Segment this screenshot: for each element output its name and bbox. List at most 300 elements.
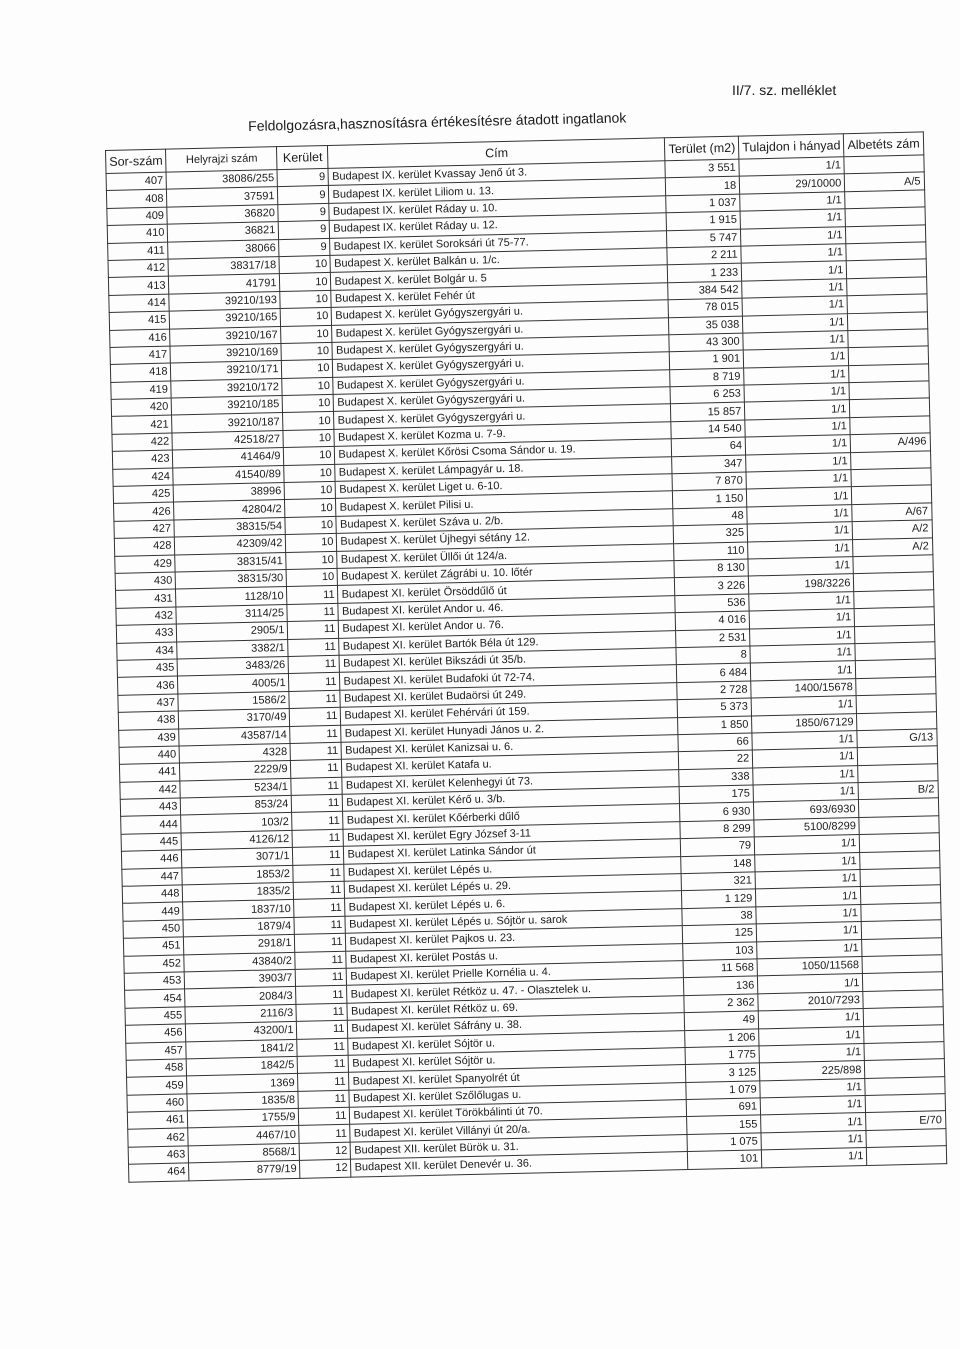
cell-cim: Budapest XI. kerület Kőérberki dűlő xyxy=(343,804,680,829)
header-sorszam: Sor-szám xyxy=(106,149,167,173)
cell-albetet xyxy=(847,277,927,296)
cell-tulajdon: 1/1 xyxy=(752,730,858,750)
cell-albetet xyxy=(858,746,938,765)
cell-kerulet: 10 xyxy=(286,534,337,553)
cell-cim: Budapest X. kerület Balkán u. 1/c. xyxy=(330,248,667,273)
cell-tulajdon: 1/1 xyxy=(743,313,849,333)
cell-tulajdon: 1/1 xyxy=(760,1096,866,1116)
cell-sorszam: 412 xyxy=(108,259,169,278)
cell-albetet: B/2 xyxy=(858,781,938,800)
cell-albetet xyxy=(865,1076,945,1095)
cell-albetet xyxy=(862,920,942,939)
cell-kerulet: 9 xyxy=(279,238,330,257)
cell-albetet xyxy=(853,555,933,574)
cell-terulet: 155 xyxy=(687,1115,761,1134)
cell-tulajdon: 1/1 xyxy=(745,400,851,420)
cell-helyrajzi-szam: 1841/2 xyxy=(186,1039,297,1059)
cell-helyrajzi-szam: 38086/255 xyxy=(167,170,278,190)
cell-helyrajzi-szam: 1369 xyxy=(187,1074,298,1094)
cell-tulajdon: 5100/8299 xyxy=(754,817,860,837)
cell-cim: Budapest IX. kerület Ráday u. 12. xyxy=(330,213,667,238)
cell-helyrajzi-szam: 1879/4 xyxy=(183,917,294,937)
cell-terulet: 1 037 xyxy=(666,194,740,213)
cell-cim: Budapest XI. kerület Kérő u. 3/b. xyxy=(343,787,680,812)
cell-albetet xyxy=(851,468,931,487)
cell-sorszam: 453 xyxy=(124,972,185,991)
cell-tulajdon: 1/1 xyxy=(744,383,850,403)
cell-albetet xyxy=(849,346,929,365)
cell-sorszam: 457 xyxy=(126,1041,187,1060)
cell-kerulet: 11 xyxy=(295,933,346,952)
cell-sorszam: 462 xyxy=(128,1128,189,1147)
cell-albetet: A/5 xyxy=(845,172,925,191)
cell-helyrajzi-szam: 1837/10 xyxy=(183,900,294,920)
cell-kerulet: 10 xyxy=(286,551,337,570)
cell-sorszam: 407 xyxy=(106,172,167,191)
cell-kerulet: 11 xyxy=(291,777,342,796)
cell-helyrajzi-szam: 39210/169 xyxy=(170,343,281,363)
cell-kerulet: 11 xyxy=(294,916,345,935)
cell-albetet xyxy=(860,850,940,869)
cell-kerulet: 12 xyxy=(300,1159,351,1178)
cell-cim: Budapest XI. kerület Spanyolrét út xyxy=(349,1065,686,1090)
cell-albetet xyxy=(844,155,924,174)
cell-kerulet: 11 xyxy=(292,812,343,831)
cell-terulet: 103 xyxy=(683,941,757,960)
cell-albetet: A/67 xyxy=(852,503,932,522)
header-albetet: Albetéts zám xyxy=(844,132,924,157)
cell-cim: Budapest XI. kerület Andor u. 76. xyxy=(339,613,676,638)
cell-kerulet: 10 xyxy=(283,429,334,448)
cell-helyrajzi-szam: 39210/171 xyxy=(171,361,282,381)
cell-terulet: 8 299 xyxy=(680,820,754,839)
cell-kerulet: 11 xyxy=(296,968,347,987)
cell-tulajdon: 1/1 xyxy=(740,209,846,229)
cell-albetet xyxy=(848,329,928,348)
cell-cim: Budapest XII. kerület Bürök u. 31. xyxy=(351,1134,688,1159)
cell-kerulet: 11 xyxy=(289,690,340,709)
cell-albetet: A/496 xyxy=(851,433,931,452)
cell-kerulet: 10 xyxy=(280,273,331,292)
cell-tulajdon: 1/1 xyxy=(742,296,848,316)
cell-tulajdon: 1/1 xyxy=(745,418,851,438)
cell-tulajdon: 1/1 xyxy=(747,504,853,524)
cell-kerulet: 9 xyxy=(279,221,330,240)
cell-helyrajzi-szam: 4328 xyxy=(180,743,291,763)
cell-cim: Budapest XI. kerület Pajkos u. 23. xyxy=(346,926,683,951)
cell-cim: Budapest XI. kerület Kanizsai u. 6. xyxy=(341,735,678,760)
cell-sorszam: 436 xyxy=(117,676,178,695)
cell-tulajdon: 1/1 xyxy=(753,783,859,803)
cell-kerulet: 10 xyxy=(284,447,335,466)
cell-albetet xyxy=(846,242,926,261)
cell-sorszam: 432 xyxy=(116,607,177,626)
cell-tulajdon: 1/1 xyxy=(743,331,849,351)
cell-sorszam: 463 xyxy=(128,1146,189,1165)
cell-terulet: 1 233 xyxy=(668,263,742,282)
cell-helyrajzi-szam: 1842/5 xyxy=(187,1056,298,1076)
cell-helyrajzi-szam: 8779/19 xyxy=(189,1161,300,1181)
cell-sorszam: 442 xyxy=(120,781,181,800)
cell-sorszam: 455 xyxy=(125,1007,186,1026)
cell-terulet: 6 253 xyxy=(671,385,745,404)
cell-cim: Budapest X. kerület Gyógyszergyári u. xyxy=(332,335,669,360)
cell-sorszam: 424 xyxy=(113,468,174,487)
cell-albetet xyxy=(852,485,932,504)
cell-tulajdon: 1/1 xyxy=(754,835,860,855)
cell-helyrajzi-szam: 38315/30 xyxy=(176,569,287,589)
cell-tulajdon: 1/1 xyxy=(756,904,862,924)
annex-label: II/7. sz. melléklet xyxy=(732,82,837,98)
cell-tulajdon: 1/1 xyxy=(758,1009,864,1029)
cell-cim: Budapest XI. kerület Postás u. xyxy=(346,943,683,968)
table-body xyxy=(106,155,946,1182)
cell-sorszam: 428 xyxy=(114,537,175,556)
cell-helyrajzi-szam: 3903/7 xyxy=(185,969,296,989)
cell-tulajdon: 1/1 xyxy=(760,1078,866,1098)
cell-tulajdon: 1/1 xyxy=(755,870,861,890)
cell-albetet xyxy=(851,450,931,469)
cell-tulajdon: 1/1 xyxy=(750,626,856,646)
cell-sorszam: 433 xyxy=(116,624,177,643)
cell-terulet: 1 206 xyxy=(685,1028,759,1047)
cell-cim: Budapest XI. kerület Sáfrány u. 38. xyxy=(348,1013,685,1038)
cell-sorszam: 461 xyxy=(127,1111,188,1130)
cell-terulet: 1 775 xyxy=(685,1046,759,1065)
cell-sorszam: 458 xyxy=(126,1059,187,1078)
cell-cim: Budapest XI. kerület Szőlőlugas u. xyxy=(349,1082,686,1107)
cell-terulet: 35 038 xyxy=(669,316,743,335)
cell-kerulet: 12 xyxy=(300,1142,351,1161)
cell-terulet: 5 373 xyxy=(678,698,752,717)
cell-kerulet: 11 xyxy=(298,1055,349,1074)
cell-helyrajzi-szam: 39210/165 xyxy=(170,309,281,329)
cell-kerulet: 10 xyxy=(284,464,335,483)
cell-albetet xyxy=(862,937,942,956)
cell-terulet: 101 xyxy=(688,1150,762,1169)
cell-kerulet: 10 xyxy=(287,568,338,587)
cell-sorszam: 441 xyxy=(119,763,180,782)
cell-tulajdon: 1/1 xyxy=(756,887,862,907)
cell-kerulet: 11 xyxy=(298,1073,349,1092)
cell-helyrajzi-szam: 36821 xyxy=(168,222,279,242)
cell-helyrajzi-szam: 41791 xyxy=(169,274,280,294)
cell-cim: Budapest X. kerület Pilisi u. xyxy=(336,491,673,516)
cell-kerulet: 9 xyxy=(277,168,328,187)
cell-helyrajzi-szam: 1755/9 xyxy=(188,1108,299,1128)
cell-terulet: 66 xyxy=(678,733,752,752)
cell-helyrajzi-szam: 36820 xyxy=(167,204,278,224)
header-kerulet: Kerület xyxy=(277,145,329,169)
cell-cim: Budapest XI. kerület Bikszádi út 35/b. xyxy=(340,648,677,673)
cell-helyrajzi-szam: 2116/3 xyxy=(185,1004,296,1024)
cell-kerulet: 11 xyxy=(294,899,345,918)
cell-sorszam: 451 xyxy=(123,937,184,956)
cell-cim: Budapest X. kerület Száva u. 2/b. xyxy=(336,509,673,534)
cell-kerulet: 11 xyxy=(296,1003,347,1022)
cell-sorszam: 438 xyxy=(118,711,179,730)
cell-albetet xyxy=(855,642,935,661)
cell-albetet xyxy=(865,1059,945,1078)
cell-terulet: 1 150 xyxy=(673,489,747,508)
cell-sorszam: 445 xyxy=(121,833,182,852)
cell-albetet xyxy=(850,398,930,417)
cell-tulajdon: 1/1 xyxy=(758,974,864,994)
cell-albetet xyxy=(849,364,929,383)
cell-albetet xyxy=(856,694,936,713)
cell-kerulet: 11 xyxy=(297,1038,348,1057)
cell-terulet: 18 xyxy=(666,177,740,196)
cell-helyrajzi-szam: 39210/187 xyxy=(172,413,283,433)
cell-kerulet: 9 xyxy=(278,186,329,205)
cell-cim: Budapest XI. kerület Budafoki út 72-74. xyxy=(340,665,677,690)
cell-cim: Budapest XI. kerület Lépés u. 6. xyxy=(345,891,682,916)
cell-terulet: 338 xyxy=(679,768,753,787)
cell-albetet xyxy=(850,416,930,435)
cell-sorszam: 420 xyxy=(111,398,172,417)
cell-sorszam: 425 xyxy=(113,485,174,504)
cell-kerulet: 9 xyxy=(278,203,329,222)
cell-kerulet: 10 xyxy=(279,255,330,274)
cell-cim: Budapest XI. kerület Hunyadi János u. 2. xyxy=(341,717,678,742)
cell-terulet: 8 719 xyxy=(670,368,744,387)
cell-tulajdon: 1/1 xyxy=(746,452,852,472)
cell-kerulet: 11 xyxy=(290,725,341,744)
cell-sorszam: 430 xyxy=(115,572,176,591)
cell-kerulet: 10 xyxy=(282,377,333,396)
cell-albetet xyxy=(856,677,936,696)
cell-terulet: 1 901 xyxy=(670,350,744,369)
cell-albetet xyxy=(860,833,940,852)
cell-kerulet: 11 xyxy=(293,864,344,883)
cell-sorszam: 435 xyxy=(117,659,178,678)
cell-cim: Budapest X. kerület Gyógyszergyári u. xyxy=(333,352,670,377)
cell-kerulet: 11 xyxy=(290,742,341,761)
cell-kerulet: 11 xyxy=(299,1125,350,1144)
cell-cim: Budapest X. kerület Üllői út 124/a. xyxy=(337,543,674,568)
cell-kerulet: 10 xyxy=(282,360,333,379)
cell-sorszam: 411 xyxy=(108,242,169,261)
cell-sorszam: 421 xyxy=(112,416,173,435)
cell-sorszam: 444 xyxy=(121,815,182,834)
cell-tulajdon: 1/1 xyxy=(742,278,848,298)
cell-kerulet: 11 xyxy=(291,760,342,779)
cell-kerulet: 11 xyxy=(295,951,346,970)
cell-kerulet: 10 xyxy=(280,290,331,309)
cell-sorszam: 410 xyxy=(107,224,168,243)
cell-terulet: 49 xyxy=(685,1011,759,1030)
cell-cim: Budapest XI. kerület Andor u. 46. xyxy=(338,595,675,620)
cell-cim: Budapest XI. kerület Rétköz u. 47. - Olasztelek u. xyxy=(347,978,684,1003)
cell-kerulet: 11 xyxy=(288,638,339,657)
property-table xyxy=(105,131,947,1182)
cell-cim: Budapest XI. kerület Sójtör u. xyxy=(349,1047,686,1072)
cell-helyrajzi-szam: 39210/193 xyxy=(169,291,280,311)
cell-terulet: 384 542 xyxy=(668,281,742,300)
cell-cim: Budapest X. kerület Gyógyszergyári u. xyxy=(332,300,669,325)
cell-albetet xyxy=(857,711,937,730)
cell-terulet: 1 129 xyxy=(682,889,756,908)
cell-albetet xyxy=(863,989,943,1008)
cell-sorszam: 417 xyxy=(110,346,171,365)
cell-terulet: 1 915 xyxy=(667,211,741,230)
cell-helyrajzi-szam: 42309/42 xyxy=(175,535,286,555)
cell-cim: Budapest XI. kerület Lépés u. 29. xyxy=(345,874,682,899)
cell-helyrajzi-szam: 103/2 xyxy=(181,813,292,833)
cell-sorszam: 423 xyxy=(112,450,173,469)
cell-cim: Budapest XII. kerület Denevér u. 36. xyxy=(351,1152,688,1177)
cell-terulet: 110 xyxy=(674,542,748,561)
cell-terulet: 22 xyxy=(679,750,753,769)
cell-terulet: 38 xyxy=(682,907,756,926)
cell-cim: Budapest X. kerület Gyógyszergyári u. xyxy=(334,387,671,412)
cell-tulajdon: 1/1 xyxy=(755,852,861,872)
cell-albetet xyxy=(858,763,938,782)
cell-tulajdon: 1850/67129 xyxy=(752,713,858,733)
cell-tulajdon: 1/1 xyxy=(750,661,856,681)
cell-helyrajzi-szam: 38315/54 xyxy=(174,517,285,537)
cell-helyrajzi-szam: 2084/3 xyxy=(185,987,296,1007)
cell-terulet: 325 xyxy=(674,524,748,543)
cell-kerulet: 10 xyxy=(285,481,336,500)
cell-cim: Budapest X. kerület Gyógyszergyári u. xyxy=(334,404,671,429)
cell-cim: Budapest XI. kerület Prielle Kornélia u. 4. xyxy=(347,961,684,986)
cell-albetet xyxy=(862,955,942,974)
cell-kerulet: 11 xyxy=(297,1020,348,1039)
cell-cim: Budapest X. kerület Fehér út xyxy=(331,282,668,307)
cell-sorszam: 429 xyxy=(115,555,176,574)
cell-helyrajzi-szam: 1853/2 xyxy=(182,865,293,885)
cell-cim: Budapest IX. kerület Ráday u. 10. xyxy=(329,196,666,221)
cell-terulet: 2 728 xyxy=(677,681,751,700)
cell-cim: Budapest X. kerület Gyógyszergyári u. xyxy=(332,317,669,342)
cell-albetet: A/2 xyxy=(853,520,933,539)
cell-helyrajzi-szam: 3114/25 xyxy=(176,604,287,624)
cell-terulet: 2 362 xyxy=(684,994,758,1013)
cell-kerulet: 10 xyxy=(281,342,332,361)
cell-cim: Budapest X. kerület Liget u. 6-10. xyxy=(336,474,673,499)
cell-albetet xyxy=(859,816,939,835)
cell-kerulet: 10 xyxy=(281,325,332,344)
cell-kerulet: 10 xyxy=(283,394,334,413)
cell-terulet: 6 484 xyxy=(677,663,751,682)
cell-helyrajzi-szam: 42518/27 xyxy=(172,430,283,450)
cell-albetet xyxy=(854,572,934,591)
cell-terulet: 175 xyxy=(680,785,754,804)
cell-kerulet: 11 xyxy=(296,986,347,1005)
cell-albetet: A/2 xyxy=(853,537,933,556)
cell-terulet: 691 xyxy=(687,1098,761,1117)
cell-sorszam: 413 xyxy=(108,276,169,295)
cell-tulajdon: 1/1 xyxy=(752,748,858,768)
cell-kerulet: 10 xyxy=(281,308,332,327)
header-terulet: Terület (m2) xyxy=(665,136,739,161)
cell-cim: Budapest X. kerület Lámpagyár u. 18. xyxy=(335,456,672,481)
cell-cim: Budapest XI. kerület Fehérvári út 159. xyxy=(341,700,678,725)
cell-tulajdon: 1/1 xyxy=(756,922,862,942)
cell-helyrajzi-szam: 41540/89 xyxy=(173,465,284,485)
cell-kerulet: 11 xyxy=(289,655,340,674)
cell-tulajdon: 693/6930 xyxy=(754,800,860,820)
cell-helyrajzi-szam: 4005/1 xyxy=(178,674,289,694)
cell-terulet: 2 531 xyxy=(676,629,750,648)
cell-helyrajzi-szam: 3071/1 xyxy=(182,848,293,868)
cell-sorszam: 434 xyxy=(117,642,178,661)
cell-kerulet: 11 xyxy=(294,881,345,900)
cell-helyrajzi-szam: 39210/185 xyxy=(172,396,283,416)
cell-cim: Budapest XI. kerület Törökbálinti út 70. xyxy=(350,1100,687,1125)
cell-terulet: 6 930 xyxy=(680,802,754,821)
cell-helyrajzi-szam: 43200/1 xyxy=(186,1022,297,1042)
cell-helyrajzi-szam: 2229/9 xyxy=(180,761,291,781)
cell-albetet xyxy=(848,311,928,330)
cell-terulet: 3 125 xyxy=(686,1063,760,1082)
cell-cim: Budapest X. kerület Zágrábi u. 10. lőtér xyxy=(338,561,675,586)
cell-tulajdon: 1/1 xyxy=(749,591,855,611)
cell-albetet xyxy=(860,868,940,887)
cell-terulet: 136 xyxy=(684,976,758,995)
cell-albetet xyxy=(861,903,941,922)
cell-sorszam: 446 xyxy=(121,850,182,869)
cell-cim: Budapest X. kerület Kozma u. 7-9. xyxy=(334,422,671,447)
cell-helyrajzi-szam: 43840/2 xyxy=(184,952,295,972)
cell-tulajdon: 29/10000 xyxy=(739,174,845,194)
cell-kerulet: 11 xyxy=(287,603,338,622)
cell-sorszam: 437 xyxy=(118,694,179,713)
cell-tulajdon: 1/1 xyxy=(741,261,847,281)
cell-tulajdon: 225/898 xyxy=(760,1061,866,1081)
cell-albetet: G/13 xyxy=(857,729,937,748)
cell-helyrajzi-szam: 1128/10 xyxy=(176,587,287,607)
cell-tulajdon: 1/1 xyxy=(749,609,855,629)
cell-helyrajzi-szam: 41464/9 xyxy=(173,448,284,468)
cell-terulet: 4 016 xyxy=(676,611,750,630)
cell-tulajdon: 1400/15678 xyxy=(751,678,857,698)
cell-cim: Budapest XI. kerület Kelenhegyi út 73. xyxy=(342,769,679,794)
cell-tulajdon: 1/1 xyxy=(761,1113,867,1133)
cell-sorszam: 414 xyxy=(109,294,170,313)
cell-cim: Budapest XI. kerület Lépés u. Sójtör u. sarok xyxy=(345,908,682,933)
cell-cim: Budapest XI. kerület Örsöddűlő út xyxy=(338,578,675,603)
cell-kerulet: 11 xyxy=(292,794,343,813)
cell-helyrajzi-szam: 38315/41 xyxy=(175,552,286,572)
cell-cim: Budapest X. kerület Kőrösi Csoma Sándor u. 19. xyxy=(335,439,672,464)
cell-sorszam: 439 xyxy=(119,728,180,747)
cell-kerulet: 11 xyxy=(298,1090,349,1109)
cell-helyrajzi-szam: 3382/1 xyxy=(177,639,288,659)
cell-kerulet: 10 xyxy=(285,499,336,518)
cell-tulajdon: 1/1 xyxy=(757,939,863,959)
header-helyrajzi-szam: Helyrajzi szám xyxy=(166,147,277,173)
cell-tulajdon: 198/3226 xyxy=(749,574,855,594)
cell-cim: Budapest X. kerület Gyógyszergyári u. xyxy=(333,369,670,394)
cell-albetet xyxy=(845,207,925,226)
cell-sorszam: 449 xyxy=(123,902,184,921)
cell-terulet: 14 540 xyxy=(671,420,745,439)
cell-sorszam: 450 xyxy=(123,920,184,939)
cell-albetet xyxy=(856,659,936,678)
cell-kerulet: 11 xyxy=(299,1107,350,1126)
cell-albetet xyxy=(866,1094,946,1113)
cell-helyrajzi-szam: 42804/2 xyxy=(174,500,285,520)
cell-terulet: 5 747 xyxy=(667,229,741,248)
cell-tulajdon: 1/1 xyxy=(761,1130,867,1150)
cell-tulajdon: 1/1 xyxy=(748,557,854,577)
cell-terulet: 148 xyxy=(681,855,755,874)
document-title: Feldolgozásra,hasznosításra értékesítésre átadott ingatlanok xyxy=(248,109,627,134)
cell-tulajdon: 1/1 xyxy=(744,365,850,385)
cell-tulajdon: 1/1 xyxy=(751,696,857,716)
